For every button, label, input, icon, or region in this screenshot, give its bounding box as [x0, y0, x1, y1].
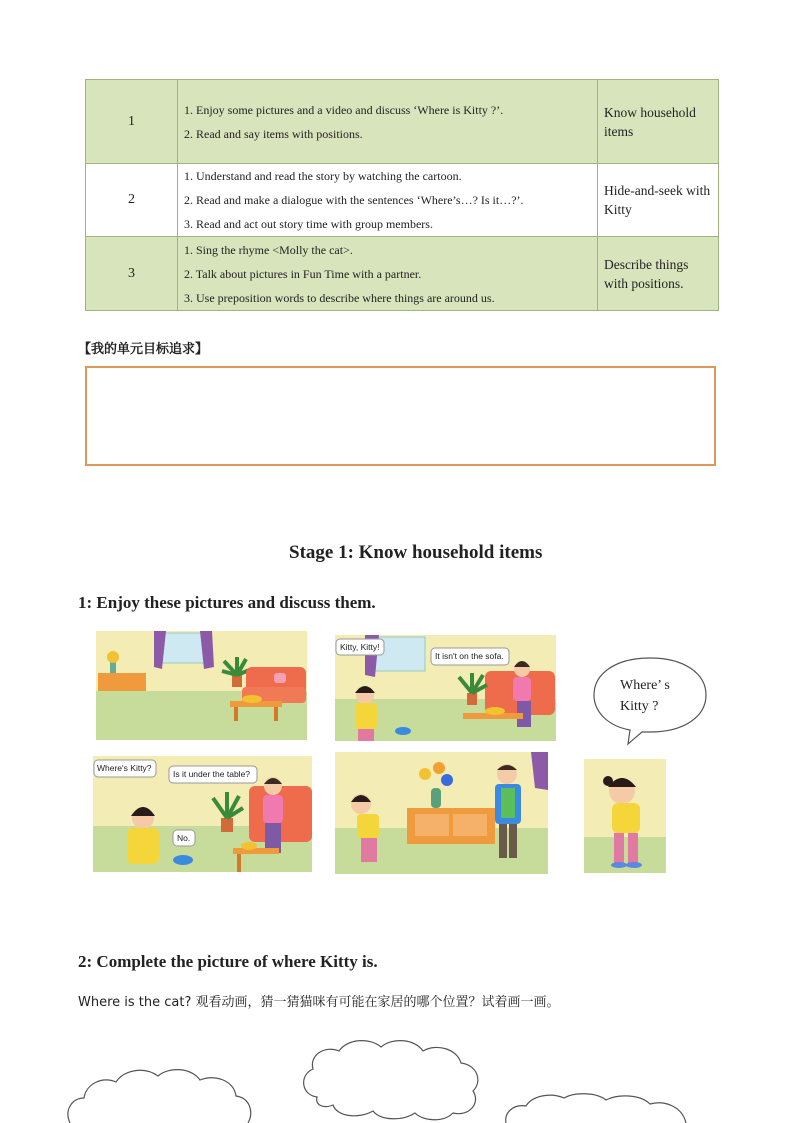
row-number: 2 — [86, 164, 178, 237]
row-number: 3 — [86, 237, 178, 311]
row-aim: Describe things with positions. — [598, 237, 719, 311]
bubble-text: It isn't on the sofa. — [435, 651, 504, 661]
task-line: 2. Talk about pictures in Fun Time with a partner. — [184, 266, 422, 281]
goal-answer-box[interactable] — [85, 366, 716, 466]
task-line: 1. Understand and read the story by watching the cartoon. — [184, 169, 462, 183]
task-line: 2. Read and say items with positions. — [184, 126, 363, 141]
picture-living-room — [96, 631, 307, 740]
task2-title: 2: Complete the picture of where Kitty is. — [78, 952, 378, 971]
speech-text: Where’ s — [620, 678, 670, 693]
row-tasks — [178, 164, 598, 237]
bubble-text: Kitty, Kitty! — [340, 642, 380, 652]
picture-kitty-kitty — [335, 635, 556, 741]
speech-text: Kitty ? — [620, 699, 659, 714]
task-line: 2. Read and make a dialogue with the sentences ‘Where’s…? Is it…?’. — [184, 193, 524, 207]
task-line: 1. Enjoy some pictures and a video and discuss ‘Where is Kitty ?’. — [184, 102, 504, 117]
bubble-text: Where's Kitty? — [97, 763, 152, 773]
bubble-text: No. — [177, 833, 191, 843]
goal-title: 【我的单元目标追求】 — [78, 342, 209, 357]
row-tasks — [178, 80, 598, 164]
row-aim: Hide-and-seek with Kitty — [598, 164, 719, 237]
cloud-drawing-area[interactable] — [297, 1037, 487, 1123]
table-row — [86, 164, 719, 237]
stage-title: Stage 1: Know household items — [289, 542, 543, 563]
cloud-drawing-area[interactable] — [62, 1066, 254, 1123]
task-line: 1. Sing the rhyme <Molly the cat>. — [184, 242, 353, 257]
bubble-text: Is it under the table? — [173, 769, 251, 779]
picture-under-the-table — [93, 756, 312, 872]
task1-title: 1: Enjoy these pictures and discuss them. — [78, 593, 376, 612]
table-row — [86, 80, 719, 164]
row-tasks — [178, 237, 598, 311]
table-row — [86, 237, 719, 311]
task-line: 3. Read and act out story time with group members. — [184, 217, 433, 231]
row-number: 1 — [86, 80, 178, 164]
picture-girl-and-father — [335, 752, 548, 874]
task2-instruction: Where is the cat? 观看动画，猜一猜猫咪有可能在家居的哪个位置？试着画一画。 — [78, 995, 560, 1010]
row-aim: Know household items — [598, 80, 719, 164]
picture-girl-bending — [584, 759, 666, 873]
lesson-plan-table — [85, 79, 719, 311]
speech-bubble — [590, 654, 710, 748]
task-line: 3. Use preposition words to describe where things are around us. — [184, 290, 495, 305]
cloud-drawing-area[interactable] — [500, 1092, 692, 1123]
